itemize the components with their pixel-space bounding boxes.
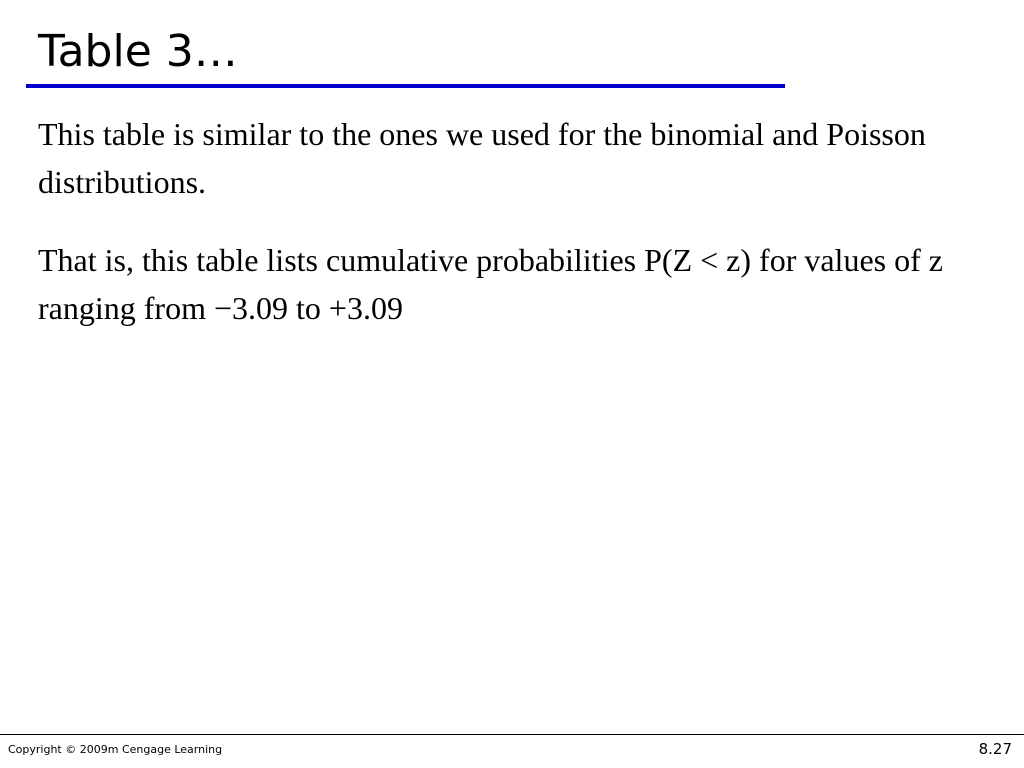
copyright-notice: Copyright © 2009m Cengage Learning [8, 743, 223, 756]
title-underline [26, 84, 785, 88]
slide-title: Table 3… [38, 26, 238, 77]
page-number: 8.27 [978, 740, 1012, 758]
slide-body [38, 110, 1018, 332]
body-paragraph: That is, this table lists cumulative probabilities P(Z < z) for values of z ranging from −3.09 to +3.09 [38, 242, 943, 326]
footer-divider [0, 734, 1024, 735]
body-paragraph: This table is similar to the ones we used for the binomial and Poisson distributions. [38, 116, 926, 200]
